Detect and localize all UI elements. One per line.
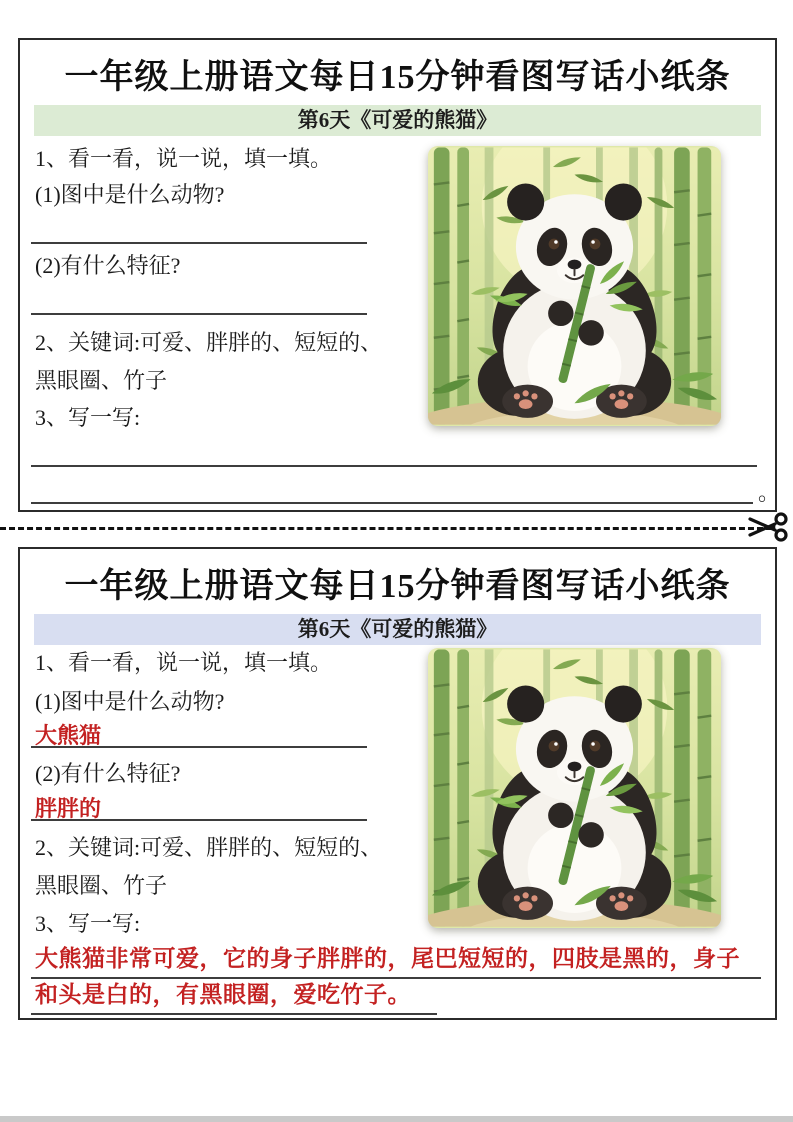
answer-animal: 大熊猫 [35, 723, 102, 748]
day-subtitle-banner: 第6天《可爱的熊猫》 [34, 105, 761, 136]
worksheet-title: 一年级上册语文每日15分钟看图写话小纸条 [64, 59, 731, 96]
writing-blank-line-1 [31, 465, 757, 467]
dashed-cut-line [0, 527, 772, 530]
answer-blank-line-2 [31, 313, 367, 315]
question-3: 3、写一写: [35, 405, 141, 430]
day-subtitle-banner: 第6天《可爱的熊猫》 [34, 614, 761, 645]
answer-feature: 胖胖的 [35, 796, 102, 821]
writing-blank-line-2 [31, 502, 753, 504]
keywords-line-2: 黑眼圈、竹子 [35, 873, 168, 898]
essay-answer-line-2: 和头是白的，有黑眼圈，爱吃竹子。 [35, 982, 411, 1007]
keywords-line-1: 2、关键词:可爱、胖胖的、短短的、 [35, 835, 383, 860]
essay-underline-1 [31, 977, 761, 979]
answer-blank-line-1 [31, 242, 367, 244]
worksheet-card-blank [18, 38, 781, 512]
keywords-line-2: 黑眼圈、竹子 [35, 368, 168, 393]
question-1-sub-1: (1)图中是什么动物? [35, 182, 225, 207]
worksheet-card-answered [18, 547, 777, 1020]
question-1: 1、看一看，说一说，填一填。 [35, 650, 333, 675]
essay-underline-2 [31, 1013, 437, 1015]
question-3: 3、写一写: [35, 911, 141, 936]
panda-image [428, 648, 721, 928]
question-1-sub-1: (1)图中是什么动物? [35, 689, 225, 714]
keywords-line-1: 2、关键词:可爱、胖胖的、短短的、 [35, 330, 383, 355]
answer-line-1 [31, 746, 367, 748]
essay-answer-line-1: 大熊猫非常可爱，它的身子胖胖的，尾巴短短的，四肢是黑的，身子 [35, 946, 740, 971]
question-1-sub-2: (2)有什么特征? [35, 253, 181, 278]
sentence-end-mark: 。 [758, 480, 781, 505]
worksheet-title: 一年级上册语文每日15分钟看图写话小纸条 [64, 568, 731, 605]
question-1-sub-2: (2)有什么特征? [35, 761, 181, 786]
page-bottom-edge [0, 1116, 793, 1122]
question-1: 1、看一看，说一说，填一填。 [35, 146, 333, 171]
panda-image [428, 146, 721, 426]
answer-line-2 [31, 819, 367, 821]
scissors-icon [748, 512, 790, 542]
